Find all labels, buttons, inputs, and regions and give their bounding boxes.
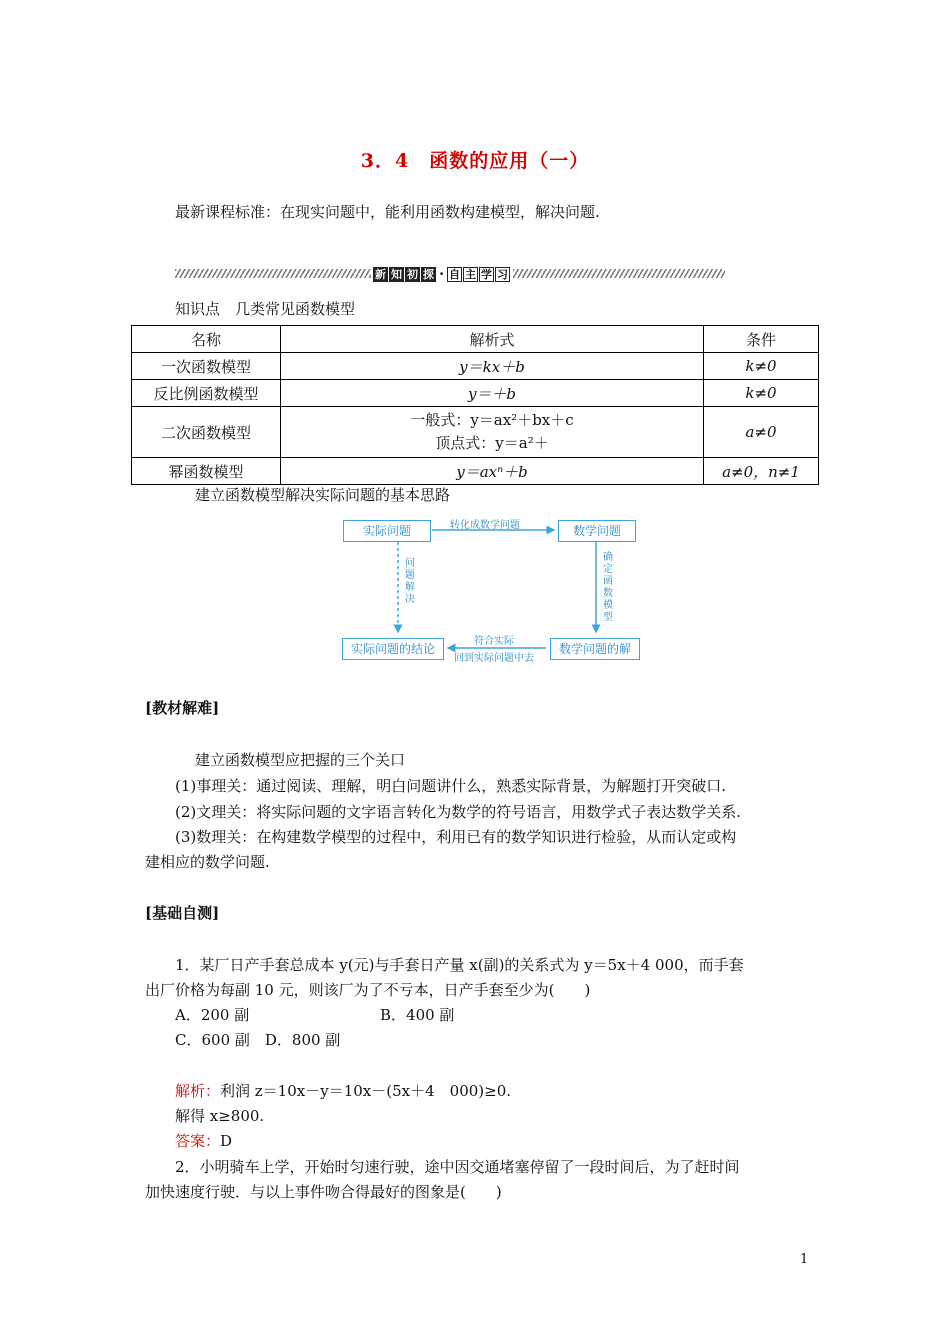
label-bottom-arrow-1: 符合实际 [474,636,514,647]
page-title: 3．4 函数的应用（一） [360,150,590,172]
formula-vertex: 顶点式：y＝a²＋ [435,434,549,452]
table-cell-formula: y＝axⁿ＋b [281,458,704,485]
question-1-line2: 出厂价格为每副 10 元，则该厂为了不亏本，日产手套至少为( ) [145,981,591,999]
question-2-line2: 加快速度行驶．与以上事件吻合得最好的图象是( ) [145,1183,502,1201]
section1-item: (3)数理关：在构建数学模型的过程中，利用已有的数学知识进行检验，从而认定或构 [175,828,737,846]
label-left-arrow: 问题解决 [405,558,415,605]
table-cell-formula: y＝kx＋b [281,353,704,380]
analysis-text: 利润 z＝10x－y＝10x－(5x＋4 000)≥0. [220,1082,512,1100]
banner-dark-label: 新 知 初 探 [375,267,434,281]
table-cell-condition: k≠0 [704,353,819,380]
answer-value: D [220,1132,233,1150]
section-heading-textbook: [教材解难] [145,699,220,717]
function-models-table [131,325,819,485]
section1-item-cont: 建相应的数学问题. [145,853,270,871]
banner-light-label: 自 主 学 习 [449,267,508,281]
box-real-problem: 实际问题 [343,520,431,542]
banner-dot: · [439,265,445,283]
table-header-cell: 解析式 [281,326,704,353]
answer-label: 答案： [175,1132,221,1150]
section1-item: (1)事理关：通过阅读、理解，明白问题讲什么，熟悉实际背景，为解题打开突破口. [175,777,727,795]
table-cell-condition: a≠0，n≠1 [704,458,819,485]
table-row [132,380,819,407]
section1-intro: 建立函数模型应把握的三个关口 [195,751,406,769]
box-real-conclusion: 实际问题的结论 [342,638,444,660]
question-1-option-b: B．400 副 [380,1006,455,1024]
banner-stripe-left [175,269,371,278]
analysis-label: 解析： [175,1082,221,1100]
question-2-line1: 2．小明骑车上学，开始时匀速行驶，途中因交通堵塞停留了一段时间后，为了赶时间 [175,1158,740,1176]
table-cell-name: 二次函数模型 [132,407,281,458]
table-header-cell: 名称 [132,326,281,353]
formula-general: 一般式：y＝ax²＋bx＋c [410,411,574,429]
label-top-arrow: 转化成数学问题 [450,520,520,531]
table-cell-condition: k≠0 [704,380,819,407]
banner-stripe-right [513,269,725,278]
question-1-option-cd: C．600 副 D．800 副 [175,1031,341,1049]
label-bottom-arrow-2: 回到实际问题中去 [454,653,534,664]
section1-item: (2)文理关：将实际问题的文字语言转化为数学的符号语言，用数学式子表达数学关系. [175,803,742,821]
table-row [132,458,819,485]
table-cell-formula: y＝＋b [281,380,704,407]
box-math-solution: 数学问题的解 [550,638,640,660]
analysis [175,1080,511,1102]
table-row [132,353,819,380]
table-cell-condition: a≠0 [704,407,819,458]
answer [175,1130,232,1152]
solution-line: 解得 x≥800. [175,1107,265,1125]
label-right-arrow: 确定函数模型 [603,552,613,623]
section-banner [175,266,725,282]
modeling-flow-diagram [340,514,644,664]
box-math-problem: 数学问题 [558,520,636,542]
question-1-option-a: A．200 副 [175,1006,250,1024]
table-cell-name: 反比例函数模型 [132,380,281,407]
question-1-line1: 1．某厂日产手套总成本 y(元)与手套日产量 x(副)的关系式为 y＝5x＋4 000，而手套 [175,956,744,974]
table-cell-name: 一次函数模型 [132,353,281,380]
course-standard: 最新课程标准：在现实问题中，能利用函数构建模型，解决问题. [175,203,600,221]
table-cell-formula [281,407,704,458]
page-number: 1 [800,1252,809,1267]
section-heading-selftest: [基础自测] [145,904,220,922]
approach-title: 建立函数模型解决实际问题的基本思路 [195,486,451,504]
knowledge-point-heading: 知识点 几类常见函数模型 [175,300,356,318]
table-row [132,407,819,458]
table-cell-name: 幂函数模型 [132,458,281,485]
table-header-cell: 条件 [704,326,819,353]
table-header-row [132,326,819,353]
